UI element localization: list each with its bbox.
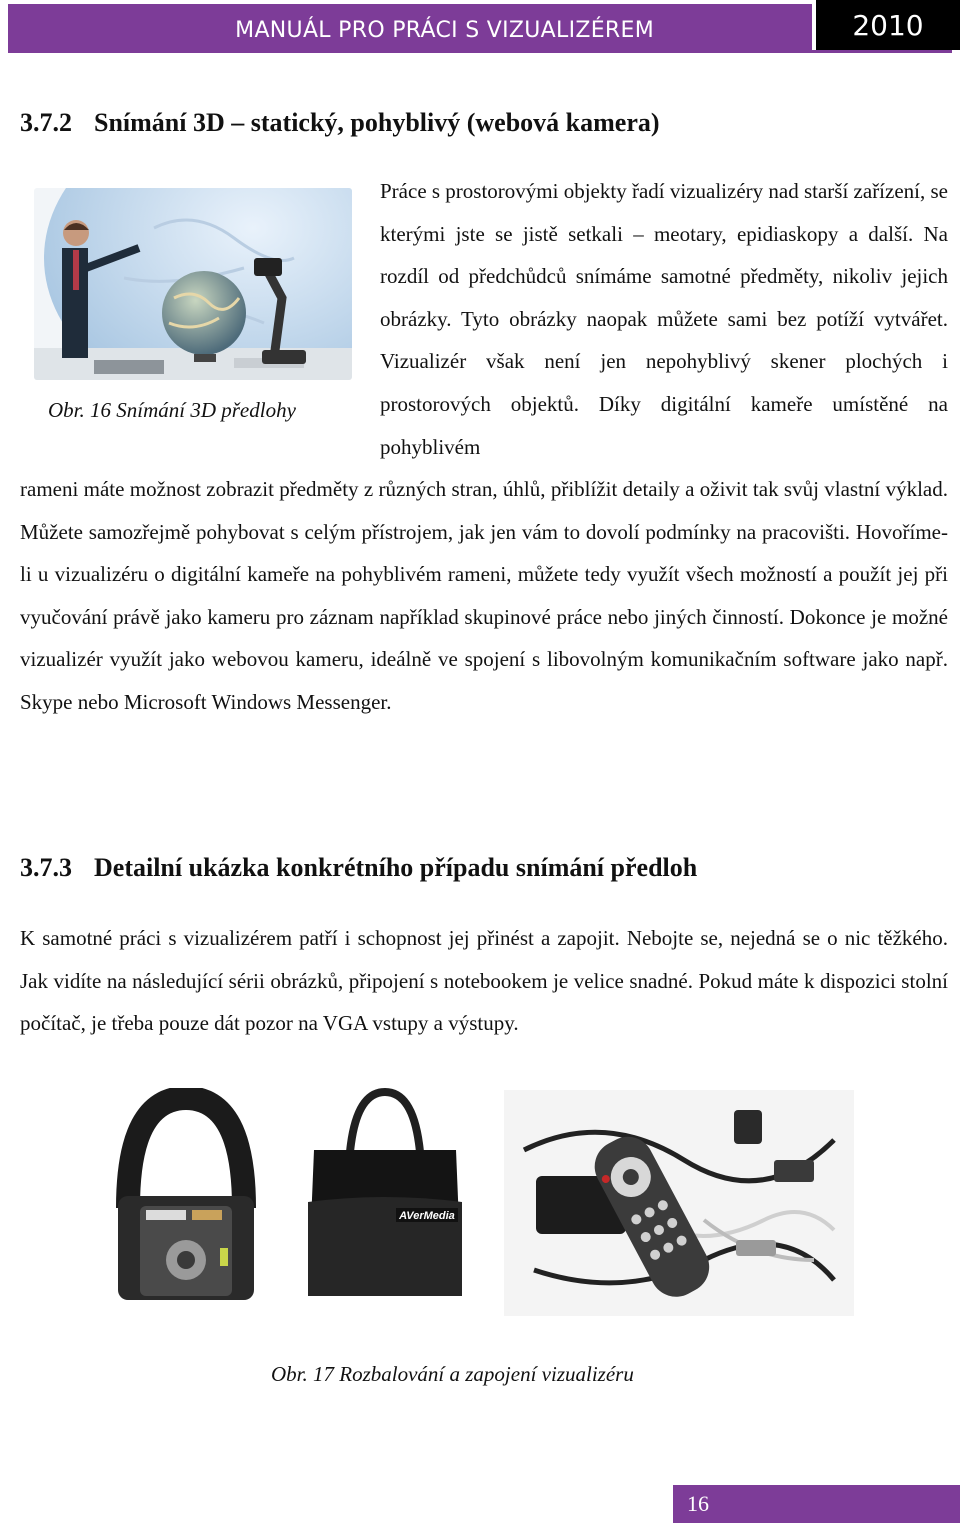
figure-16-caption: Obr. 16 Snímání 3D předlohy	[48, 398, 296, 422]
page-number: 16	[673, 1485, 960, 1523]
header-title: MANUÁL PRO PRÁCI S VIZUALIZÉREM	[235, 18, 654, 43]
paragraph-section-3-7-3: K samotné práci s vizualizérem patří i schopnost jej přinést a zapojit. Nebojte se, nejedná se o nic těžkého. Jak vidíte na následující sérii obrázků, připojení s notebookem je velice snadné. Pokud máte k dispozici stolní počítač, je třeba pouze dát pozor na VGA vstupy a výstupy.	[20, 926, 948, 1036]
section-number: 3.7.3	[20, 853, 72, 882]
section-number: 3.7.2	[20, 108, 72, 137]
paragraph-full: rameni máte možnost zobrazit předměty z různých stran, úhlů, přiblížit detaily a oživit tak svůj vlastní výklad. Můžete samozřejmě pohybovat s celým přístrojem, jak jen vám to dovolí podmínky na pracovišti. Hovoříme-li u vizualizéru o digitální kameře na pohyblivém rameni, můžete tedy využít všech možností a použít jej při vyučování právě jako kameru pro záznam například skupinové práce nebo jiných činností. Dokonce je možné vizualizér využít jako webovou kameru, ideálně ve spojení s libovolným komunikačním software jako např. Skype nebo Microsoft Windows Messenger.	[20, 477, 948, 714]
section-heading-3-7-2	[20, 108, 660, 138]
bag-logo: AVerMedia	[399, 1210, 455, 1222]
section-heading-3-7-3	[20, 853, 697, 883]
header-year: 2010	[816, 0, 960, 50]
figure-16-presenter-globe	[34, 188, 352, 380]
photo-carry-bag	[300, 1082, 470, 1308]
paragraph-wrapped: Práce s prostorovými objekty řadí vizualizéry nad starší zařízení, se kterými jste se jistě setkali – meotary, epidiaskopy a další. Na rozdíl od předchůdců snímáme samotné předměty, nikoliv jejich obrázky. Tyto obrázky naopak můžete sami bez potíží vytvářet. Vizualizér však není jen nepohyblivý skener plochých i prostorových objektů. Díky digitální kameře umístěné na pohyblivém	[380, 179, 948, 459]
figure-17-caption: Obr. 17 Rozbalování a zapojení vizualizéru	[271, 1362, 634, 1386]
header-bar	[8, 4, 812, 50]
header-divider	[8, 50, 952, 53]
photo-visualizer-folded	[110, 1088, 262, 1310]
section-title: Detailní ukázka konkrétního případu snímání předloh	[94, 853, 698, 882]
section-title: Snímání 3D – statický, pohyblivý (webová kamera)	[94, 108, 660, 137]
photo-remote-and-cables	[504, 1090, 854, 1316]
